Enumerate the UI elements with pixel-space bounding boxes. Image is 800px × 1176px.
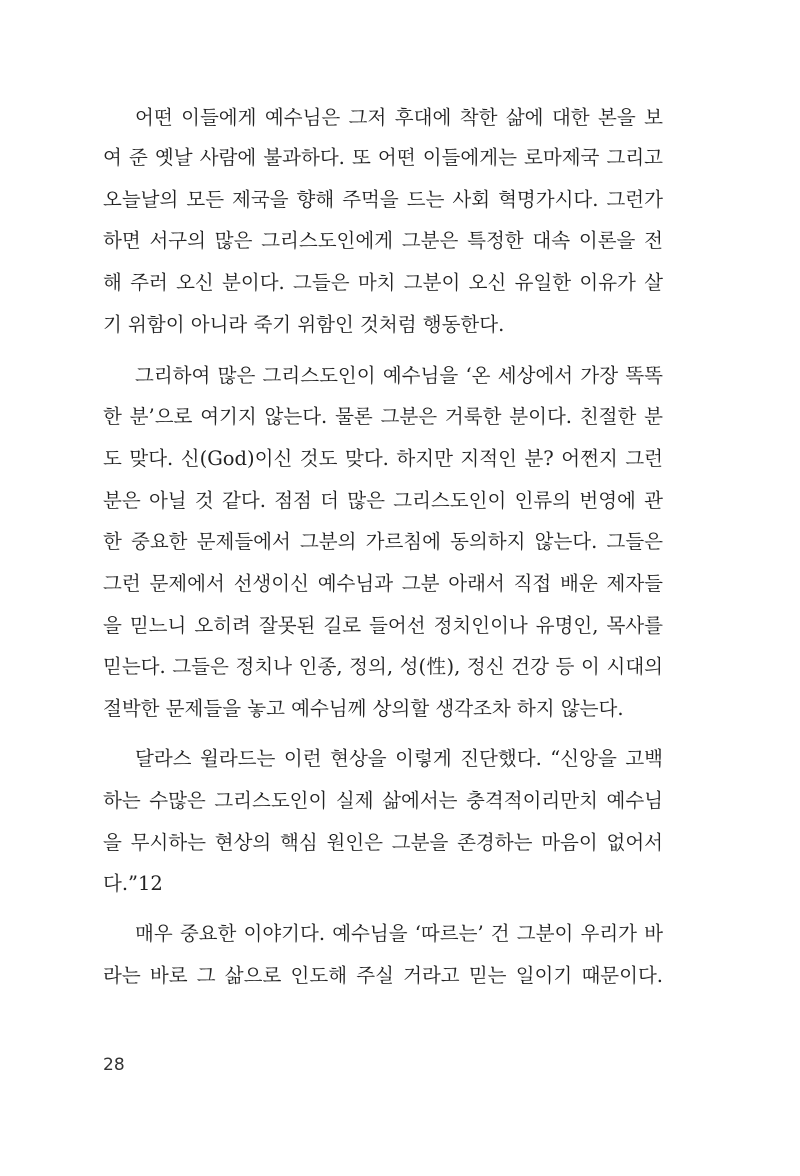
text-line: 매우 중요한 이야기다. 예수님을 ‘따르는’ 건 그분이 우리가 바 — [135, 922, 663, 945]
text-line: 오늘날의 모든 제국을 향해 주먹을 드는 사회 혁명가시다. 그런가 — [103, 188, 663, 211]
text-line: 한 중요한 문제들에서 그분의 가르침에 동의하지 않는다. 그들은 — [103, 530, 663, 553]
text-line: 그런 문제에서 선생이신 예수님과 그분 아래서 직접 배운 제자들 — [103, 572, 663, 595]
text-line: 달라스 윌라드는 이런 현상을 이렇게 진단했다. “신앙을 고백 — [135, 747, 663, 770]
text-line: 여 준 옛날 사람에 불과하다. 또 어떤 이들에게는 로마제국 그리고 — [103, 146, 663, 169]
text-line: 어떤 이들에게 예수님은 그저 후대에 착한 삶에 대한 본을 보 — [135, 106, 663, 129]
text-line: 다.”12 — [103, 872, 163, 895]
text-line: 라는 바로 그 삶으로 인도해 주실 거라고 믿는 일이기 때문이다. — [103, 964, 663, 987]
text-line: 한 분’으로 여기지 않는다. 물론 그분은 거룩한 분이다. 친절한 분 — [103, 405, 663, 428]
text-line: 믿는다. 그들은 정치나 인종, 정의, 성(性), 정신 건강 등 이 시대의 — [103, 655, 663, 678]
text-line: 절박한 문제들을 놓고 예수님께 상의할 생각조차 하지 않는다. — [103, 697, 624, 720]
page-number: 28 — [103, 1055, 125, 1075]
text-line: 해 주러 오신 분이다. 그들은 마치 그분이 오신 유일한 이유가 살 — [103, 271, 663, 294]
text-line: 하면 서구의 많은 그리스도인에게 그분은 특정한 대속 이론을 전 — [103, 229, 663, 252]
text-line: 분은 아닐 것 같다. 점점 더 많은 그리스도인이 인류의 번영에 관 — [103, 489, 663, 512]
text-line: 도 맞다. 신(God)이신 것도 맞다. 하지만 지적인 분? 어쩐지 그런 — [103, 447, 663, 470]
text-line: 그리하여 많은 그리스도인이 예수님을 ‘온 세상에서 가장 똑똑 — [135, 364, 663, 387]
text-line: 기 위함이 아니라 죽기 위함인 것처럼 행동한다. — [103, 313, 505, 336]
text-line: 을 믿느니 오히려 잘못된 길로 들어선 정치인이나 유명인, 목사를 — [103, 614, 663, 637]
text-line: 을 무시하는 현상의 핵심 원인은 그분을 존경하는 마음이 없어서 — [103, 831, 663, 854]
text-line: 하는 수많은 그리스도인이 실제 삶에서는 충격적이리만치 예수님 — [103, 789, 663, 812]
